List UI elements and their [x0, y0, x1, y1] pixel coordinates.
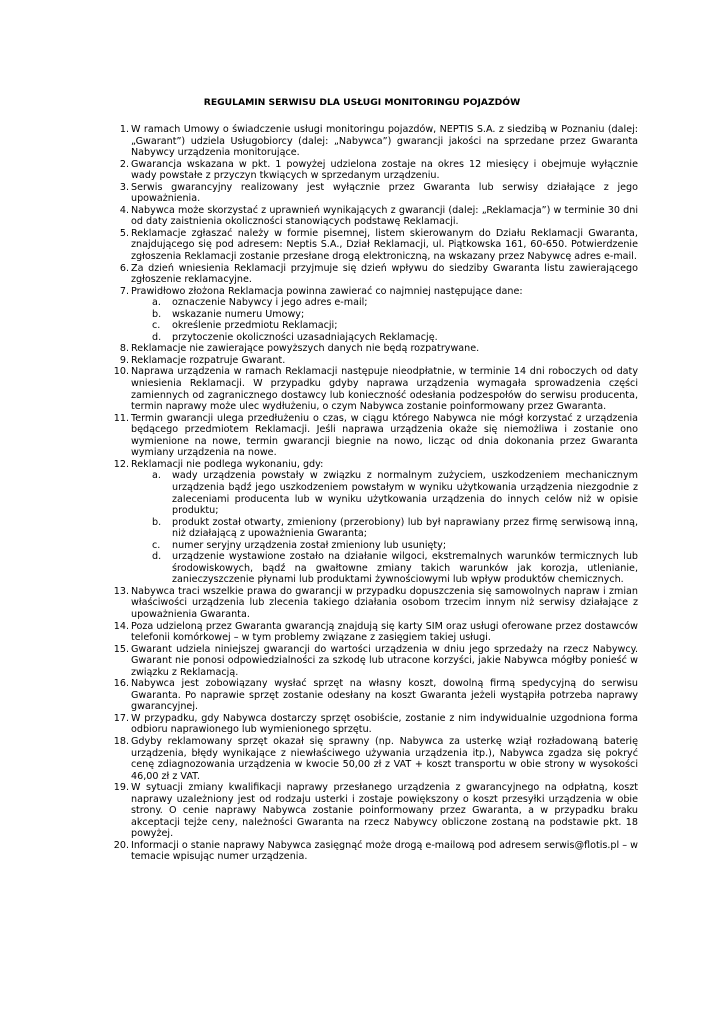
list-item	[119, 262, 638, 286]
item-text: W sytuacji zmiany kwalifikacji naprawy przesłanego urządzenia z gwarancyjnego na odpłatną, koszt naprawy uzależniony jest od rodzaju usterki i zostaje powiększony o koszt przesyłki urządzenia w obie strony. O cenie naprawy Nabywca zostanie poinformowany przez Gwaranta, a w przypadku braku akceptacji tejże ceny, należności Gwaranta na rzecz Nabywcy obliczone zostaną na podstawie pkt. 18 powyżej.	[131, 782, 638, 840]
sub-item-text: wady urządzenia powstały w związku z normalnym zużyciem, uszkodzeniem mechanicznym urządzenia bądź jego uszkodzeniem powstałym w wyniku użytkowania urządzenia niezgodnie z zaleceniami producenta lub w wyniku użytkowania urządzenia do innych celów niż w opisie produktu;	[172, 470, 638, 517]
sub-item-text: przytoczenie okoliczności uzasadniających Reklamację.	[172, 331, 438, 343]
sub-item-text: urządzenie wystawione zostało na działanie wilgoci, ekstremalnych warunków termicznych lub środowiskowych, bądź na gwałtowne zmiany takich warunków jak korozja, utlenianie, zanieczyszczenie płynami lub produktami żywnościowymi lub wpływ produktów chemicznych.	[172, 551, 638, 586]
item-number: 14.	[113, 620, 129, 632]
sub-item-text: wskazanie numeru Umowy;	[172, 308, 305, 320]
regulations-list	[113, 124, 638, 863]
sub-list-item	[152, 331, 638, 344]
list-item	[119, 343, 638, 355]
sub-list-item	[152, 308, 638, 321]
list-item	[113, 712, 638, 736]
list-item	[119, 227, 638, 263]
list-item	[119, 181, 638, 205]
sub-list-item	[152, 297, 638, 309]
list-item	[119, 354, 638, 367]
list-item	[119, 285, 638, 344]
sub-item-letter: a.	[152, 297, 161, 309]
sub-item-letter: d.	[152, 551, 162, 563]
sub-item-text: określenie przedmiotu Reklamacji;	[172, 320, 338, 332]
item-text: Termin gwarancji ulega przedłużeniu o czas, w ciągu którego Nabywca nie mógł korzystać z urządzenia będącego przedmiotem Reklamacji. Jeśli naprawa urządzenia okaże się niemożliwa i zostanie ono wymienione na nowe, termin gwarancji biegnie na nowo, licząc od dnia dokonania przez Gwaranta wymiany urządzenia na nowe.	[131, 412, 638, 459]
item-number: 7.	[119, 285, 129, 297]
item-text: Prawidłowo złożona Reklamacja powinna zawierać co najmniej następujące dane:	[131, 285, 523, 297]
item-number: 3.	[119, 181, 129, 193]
list-item	[119, 204, 638, 228]
sub-list-item	[152, 551, 638, 586]
sub-item-letter: c.	[152, 539, 161, 551]
item-number: 9.	[119, 354, 129, 366]
item-number: 13.	[113, 585, 129, 597]
item-number: 2.	[119, 158, 129, 170]
item-number: 8.	[119, 343, 129, 355]
item-text: Gwarancja wskazana w pkt. 1 powyżej udzielona zostaje na okres 12 miesięcy i obejmuje wyłącznie wady powstałe z przyczyn tkwiących w sprzedanym urządzeniu.	[131, 158, 638, 182]
item-number: 18.	[113, 735, 129, 747]
list-item	[119, 158, 638, 182]
item-text: Informacji o stanie naprawy Nabywca zasięgnąć może drogą e-mailową pod adresem serwis@flotis.pl – w temacie wpisując numer urządzenia.	[131, 839, 638, 863]
sub-list	[131, 470, 638, 585]
sub-list-item	[152, 539, 638, 552]
item-number: 11.	[113, 412, 129, 424]
list-item	[113, 412, 638, 459]
item-text: W ramach Umowy o świadczenie usługi monitoringu pojazdów, NEPTIS S.A. z siedzibą w Poznaniu (dalej: „Gwarant”) udziela Usługobiorcy (dalej: „Nabywca”) gwarancji jakości na sprzedane przez Gwaranta Nabywcy urządzenia monitorujące.	[131, 124, 638, 159]
item-number: 12.	[113, 458, 129, 470]
list-item	[113, 735, 638, 782]
sub-item-text: produkt został otwarty, zmieniony (przerobiony) lub był naprawiany przez firmę serwisową inną, niż działającą z upoważnienia Gwaranta;	[172, 516, 638, 540]
sub-list	[131, 297, 638, 343]
item-text: W przypadku, gdy Nabywca dostarczy sprzęt osobiście, zostanie z nim indywidualnie uzgodniona forma odbioru naprawionego lub wymienionego sprzętu.	[131, 712, 638, 736]
sub-item-letter: b.	[152, 308, 162, 320]
item-text: Reklamacje nie zawierające powyższych danych nie będą rozpatrywane.	[131, 343, 480, 355]
item-text: Nabywca traci wszelkie prawa do gwarancji w przypadku dopuszczenia się samowolnych napraw i zmian właściwości urządzenia lub zlecenia takiego działania osobom trzecim innym niż serwisy działające z upoważnienia Gwaranta.	[131, 585, 638, 620]
item-number: 16.	[113, 678, 129, 690]
list-item	[113, 585, 638, 621]
list-item	[113, 782, 638, 840]
list-item	[113, 458, 638, 586]
list-item	[113, 620, 638, 644]
page-title: REGULAMIN SERWISU DLA USŁUGI MONITORINGU POJAZDÓW	[203, 97, 521, 108]
item-text: Serwis gwarancyjny realizowany jest wyłącznie przez Gwaranta lub serwisy działające z jego upoważnienia.	[131, 181, 638, 205]
item-text: Reklamacje rozpatruje Gwarant.	[131, 354, 286, 366]
sub-list-item	[152, 470, 638, 517]
item-text: Reklamacje zgłaszać należy w formie pisemnej, listem skierowanym do Działu Reklamacji Gwaranta, znajdującego się pod adresem: Neptis S.A., Dział Reklamacji, ul. Piątkowska 161, 60-650. Potwierdzenie zgłoszenia Reklamacji zostanie przesłane drogą elektroniczną, na wskazany przez Nabywcę adres e-mail.	[131, 227, 638, 263]
sub-item-letter: a.	[152, 470, 161, 482]
list-item	[113, 643, 638, 679]
list-item	[113, 839, 638, 863]
item-number: 4.	[119, 204, 129, 216]
item-number: 19.	[113, 782, 129, 794]
list-item	[119, 124, 638, 159]
item-text: Gdyby reklamowany sprzęt okazał się sprawny (np. Nabywca za usterkę wziął rozładowaną baterię urządzenia, błędy wynikające z niewłaściwego używania urządzenia itp.), Nabywca zgadza się pokryć cenę zdiagnozowania urządzenia w kwocie 50,00 zł z VAT + koszt transportu w obie strony w wysokości 46,00 zł z VAT.	[131, 735, 638, 782]
item-number: 5.	[119, 227, 129, 239]
sub-list-item	[152, 516, 638, 540]
item-number: 6.	[119, 262, 129, 274]
sub-item-letter: d.	[152, 331, 162, 343]
item-number: 15.	[113, 643, 129, 655]
item-text: Nabywca może skorzystać z uprawnień wynikających z gwarancji (dalej: „Reklamacja”) w terminie 30 dni od daty zaistnienia okoliczności stanowiących podstawę Reklamacji.	[131, 204, 638, 228]
sub-item-letter: c.	[152, 320, 161, 332]
item-text: Za dzień wniesienia Reklamacji przyjmuje się dzień wpływu do siedziby Gwaranta listu zawierającego zgłoszenie reklamacyjne.	[131, 262, 638, 286]
sub-item-text: numer seryjny urządzenia został zmieniony lub usunięty;	[172, 539, 447, 551]
item-text: Naprawa urządzenia w ramach Reklamacji następuje nieodpłatnie, w terminie 14 dni roboczych od daty wniesienia Reklamacji. W przypadku gdyby naprawa urządzenia wymagała sprowadzenia części zamiennych od zagranicznego dostawcy lub konieczność odesłania podzespołów do serwisu producenta, termin naprawy może ulec wydłużeniu, o czym Nabywca zostanie poinformowany przez Gwaranta.	[131, 366, 638, 413]
sub-item-text: oznaczenie Nabywcy i jego adres e-mail;	[172, 297, 368, 309]
item-number: 20.	[113, 839, 129, 851]
sub-item-letter: b.	[152, 516, 162, 528]
item-number: 17.	[113, 712, 129, 724]
list-item	[113, 366, 638, 413]
item-text: Nabywca jest zobowiązany wysłać sprzęt na własny koszt, dowolną firmą spedycyjną do serwisu Gwaranta. Po naprawie sprzęt zostanie odesłany na koszt Gwaranta jeżeli wystąpiła potrzeba naprawy gwarancyjnej.	[131, 678, 638, 713]
list-item	[113, 678, 638, 713]
item-text: Gwarant udziela niniejszej gwarancji do wartości urządzenia w dniu jego sprzedaży na rzecz Nabywcy. Gwarant nie ponosi odpowiedzialności za szkodę lub utracone korzyści, jakie Nabywca mógłby ponieść w związku z Reklamacją.	[131, 643, 638, 678]
item-number: 10.	[113, 366, 129, 378]
item-text: Reklamacji nie podlega wykonaniu, gdy:	[131, 458, 324, 470]
item-text: Poza udzieloną przez Gwaranta gwarancją znajdują się karty SIM oraz usługi oferowane przez dostawców telefonii komórkowej – w tym problemy związane z zasięgiem takiej usługi.	[131, 620, 638, 644]
item-number: 1.	[119, 124, 129, 135]
sub-list-item	[152, 320, 638, 332]
